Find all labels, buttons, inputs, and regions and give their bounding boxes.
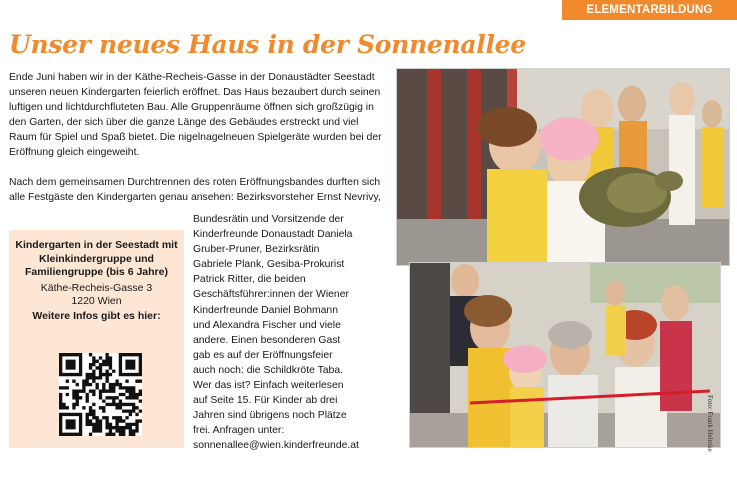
info-box-address — [9, 282, 184, 309]
info-box-more-info: Weitere Infos gibt es hier: — [32, 309, 161, 322]
article-paragraph-continued: Bundesrätin und Vorsitzende der Kinderfreunde Donaustadt Daniela Gruber-Pruner, Bezirksrätin Gabriele Plank, Gesiba-Prokurist Patrick Ritter, die beiden Geschäftsführer:innen der Wiener Kinderfreunde Daniel Bohmann und Alexandra Fischer und viele andere. Einen besonderen Gast gab es auf der Eröffnungsfeier auch noch: die Schildkröte Taba. Wer das ist? Einfach weiterlesen auf Seite 15. Für Kinder ab drei Jahren sind übrigens noch Plätze frei. Anfragen unter: sonnenallee@wien.kinderfreunde.at — [193, 214, 359, 452]
section-tag: ELEMENTARBILDUNG — [562, 0, 737, 20]
article-paragraph-intro: Ende Juni haben wir in der Käthe-Recheis-Gasse in der Donaustädter Seestadt unseren neuen Kindergarten feierlich eröffnet. Das Haus bezaubert durch seinen luftigen und lichtdurchfluteten Bau. Alle Gruppenräume öffnen sich großzügig in den Garten, der sich über die ganze Länge des Gebäudes erstreckt und viel Raum für Spiel und Spaß bietet. Die nigelnagelneuen Spielgeräte wurden bei der Eröffnung gleich eingeweiht. — [9, 72, 382, 159]
opening-photo-children-turtle — [396, 68, 730, 266]
qr-code-icon[interactable] — [59, 353, 142, 436]
info-box-street: Käthe-Recheis-Gasse 3 — [40, 281, 153, 294]
article-title: Unser neues Haus in der Sonnenallee — [9, 30, 526, 59]
info-box-city: 1220 Wien — [71, 295, 122, 308]
article-paragraph-guests: Nach dem gemeinsamen Durchtrennen des roten Eröffnungsbandes durften sich alle Festgäste den Kindergarten genau ansehen: Bezirksvorsteher Ernst Nevrivy, — [9, 177, 381, 204]
photo-credit: Foto: Frank Helmke — [706, 395, 714, 452]
info-box-title: Kindergarten in der Seestadt mit Kleinkindergruppe und Familiengruppe (bis 6 Jahre) — [15, 239, 178, 279]
info-box — [9, 230, 184, 448]
opening-photo-ribbon-cutting — [409, 262, 721, 452]
